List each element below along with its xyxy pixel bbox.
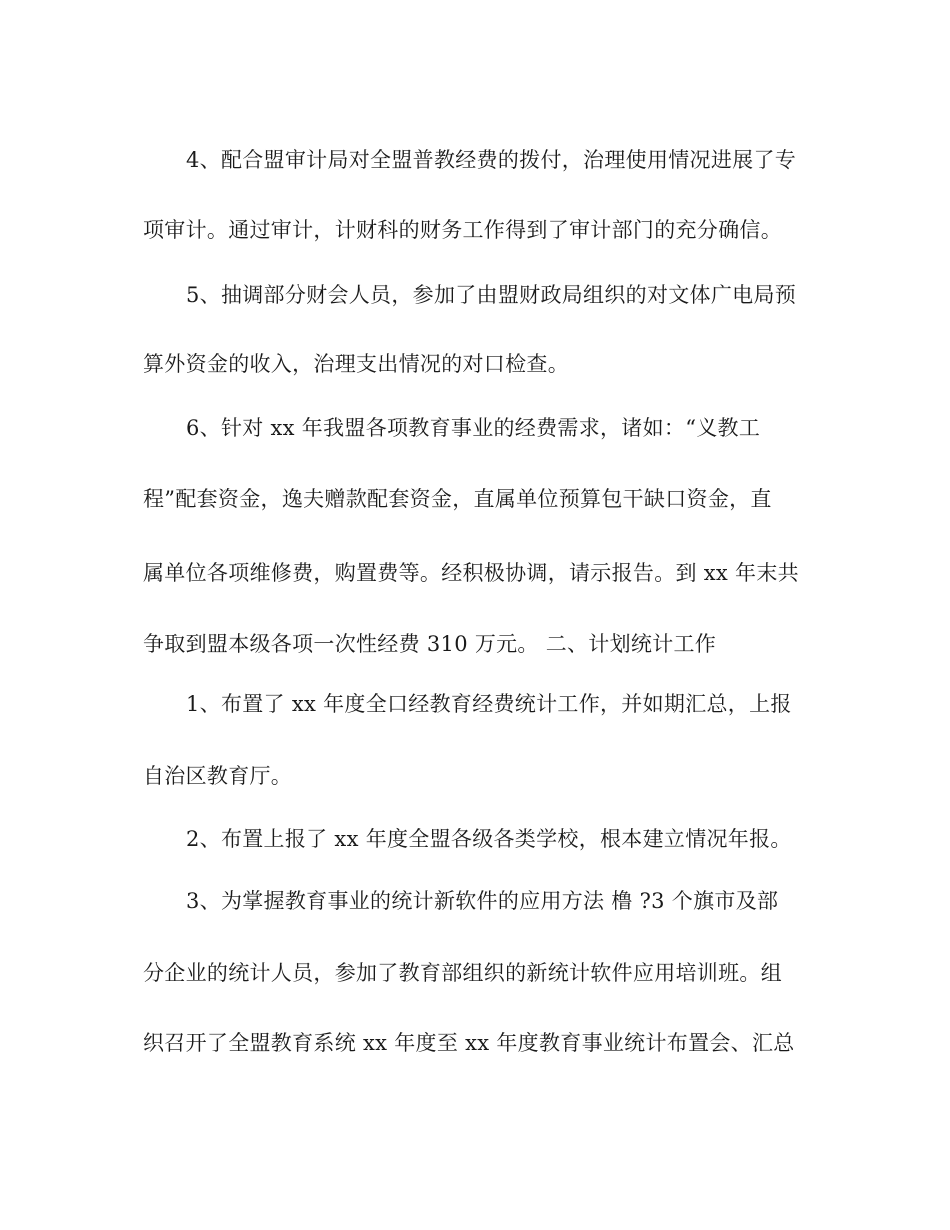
paragraph-line: 争取到盟本级各项一次性经费 310 万元。 二、计划统计工作 (143, 632, 717, 656)
paragraph-line: 2、布置上报了 xx 年度全盟各级各类学校，根本建立情况年报。 (186, 827, 792, 851)
paragraph-line: 3、为掌握教育事业的统计新软件的应用方法 橹 ?3 个旗市及部 (186, 889, 779, 913)
paragraph-line: 算外资金的收入，治理支出情况的对口检查。 (143, 352, 569, 376)
paragraph-line: 1、布置了 xx 年度全口经教育经费统计工作，并如期汇总，上报 (186, 692, 792, 716)
paragraph-line: 程”配套资金，逸夫赠款配套资金，直属单位预算包干缺口资金，直 (143, 487, 772, 511)
paragraph-line: 属单位各项维修费，购置费等。经积极协调，请示报告。到 xx 年末共 (143, 561, 799, 585)
paragraph-line: 6、针对 xx 年我盟各项教育事业的经费需求，诸如：“义教工 (186, 416, 761, 440)
paragraph-line: 织召开了全盟教育系统 xx 年度至 xx 年度教育事业统计布置会、汇总 (143, 1031, 795, 1055)
paragraph-line: 项审计。通过审计，计财科的财务工作得到了审计部门的充分确信。 (143, 218, 782, 242)
paragraph-line: 分企业的统计人员，参加了教育部组织的新统计软件应用培训班。组 (143, 961, 782, 985)
paragraph-line: 5、抽调部分财会人员，参加了由盟财政局组织的对文体广电局预 (186, 283, 797, 307)
paragraph-line: 4、配合盟审计局对全盟普教经费的拨付，治理使用情况进展了专 (186, 148, 797, 172)
paragraph-line: 自治区教育厅。 (143, 764, 293, 788)
